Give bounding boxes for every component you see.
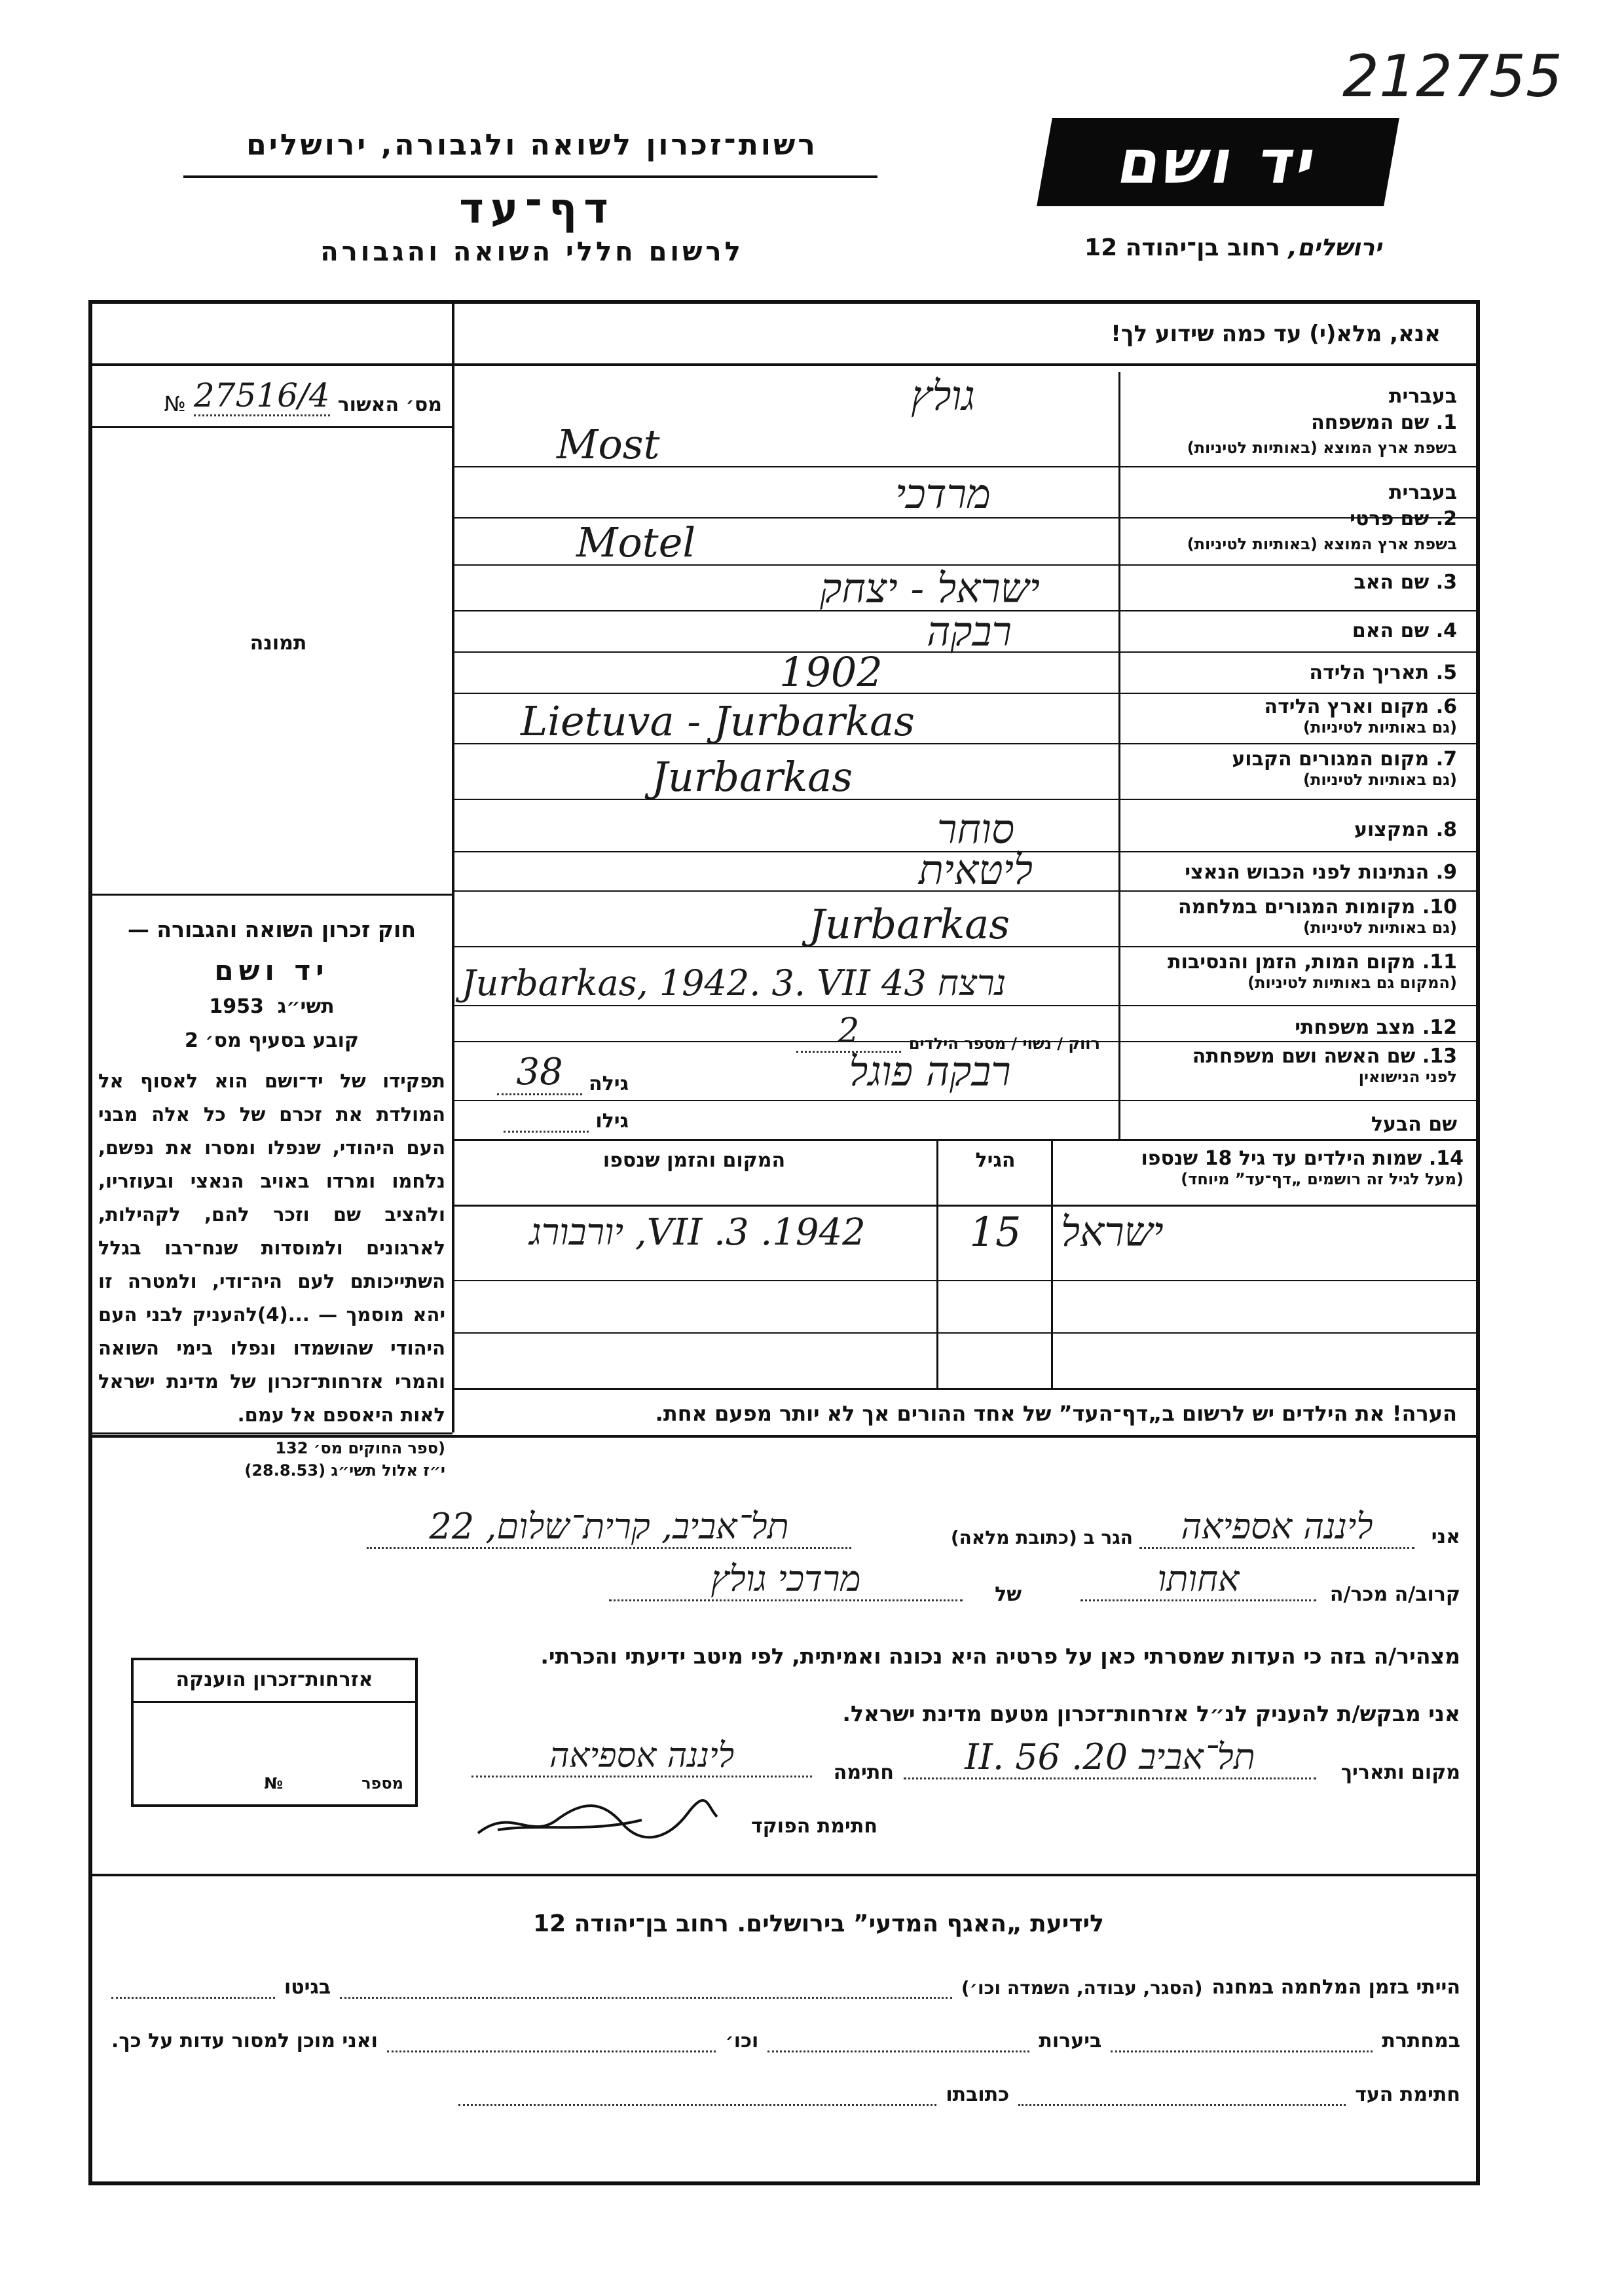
field-father-label: 3. שם האב bbox=[1354, 571, 1457, 594]
law-year bbox=[98, 995, 445, 1018]
underground-blank bbox=[1111, 2044, 1373, 2052]
field-nationality-label: 9. הנתינות לפני הכבוש הנאצי bbox=[1185, 861, 1457, 884]
children-age-divider bbox=[936, 1140, 938, 1389]
child-age-value: 15 bbox=[969, 1208, 1022, 1256]
residence-value: Jurbarkas bbox=[652, 753, 853, 801]
law-name: יד ושם bbox=[214, 955, 329, 987]
wife-age-row bbox=[458, 1051, 629, 1095]
ghetto-label: בגיטו bbox=[284, 1976, 331, 1999]
witness-signature-label: חתימת העד bbox=[1355, 2083, 1460, 2106]
witness-address-blank bbox=[458, 2098, 936, 2106]
address bbox=[1041, 234, 1382, 261]
citizenship-box-number-row bbox=[264, 1774, 403, 1793]
children-number: 14. bbox=[1428, 1147, 1464, 1170]
field-occupation-label: 8. המקצוע bbox=[1354, 818, 1457, 841]
field-sublabel: בשפת ארץ המוצא (באותיות לטיניות) bbox=[1187, 535, 1457, 553]
field-number: 2. bbox=[1435, 507, 1457, 530]
testimony-offer: ואני מוכן למסור עדות על כך. bbox=[111, 2030, 378, 2052]
declaration-i-label: אני bbox=[1431, 1525, 1460, 1548]
given-name-latin-value: Motel bbox=[576, 519, 696, 566]
children-row-rule-1 bbox=[454, 1280, 1476, 1281]
underground-label: במחתרת bbox=[1382, 2030, 1460, 2052]
children-header-rule bbox=[454, 1205, 1476, 1207]
forests-label: ביערות bbox=[1039, 2030, 1102, 2052]
husband-label: שם הבעל bbox=[1371, 1113, 1457, 1136]
ghetto-blank bbox=[111, 1990, 275, 1999]
citizenship-box-title: אזרחות־זכרון הוענקה bbox=[175, 1668, 373, 1691]
camp-blank bbox=[340, 1990, 952, 1999]
info-title: לידיעת „האגף המדעי” בירושלים. רחוב בן־יהודה 12 bbox=[533, 1910, 1104, 1937]
wartime-residence-value: Jurbarkas bbox=[809, 900, 1010, 948]
certificate-prefix: № bbox=[164, 392, 186, 416]
authority-underline bbox=[183, 175, 877, 178]
intro-rule bbox=[92, 363, 1476, 366]
label-column-divider bbox=[1118, 372, 1120, 1139]
field-birthdate-label: 5. תאריך הלידה bbox=[1309, 661, 1457, 684]
certificate-row bbox=[115, 376, 442, 416]
photo-rule bbox=[92, 894, 452, 896]
father-name-value: ישראל - יצחק bbox=[820, 564, 1040, 612]
citizenship-no-label: № bbox=[264, 1774, 284, 1793]
children-row-rule-2 bbox=[454, 1332, 1476, 1334]
marital-label: רווק / נשוי / מספר הילדים bbox=[908, 1034, 1100, 1053]
place-date-label: מקום ותאריך bbox=[1340, 1761, 1460, 1784]
law-rule bbox=[92, 1432, 452, 1434]
surname-latin-value: Most bbox=[557, 420, 660, 468]
signature-label: חתימה bbox=[833, 1761, 894, 1784]
field-sublabel: בשפת ארץ המוצא (באותיות לטיניות) bbox=[1187, 439, 1457, 457]
occupation-value: סוחר bbox=[936, 805, 1015, 853]
law-body: תפקידו של יד־ושם הוא לאסוף אל המולדת את זכרם של כל אלה מבני העם היהודי, שנפלו ומסרו את נפשם, נלחמו ומרדו באויב הנאצי ובעוזריו, ולהציב שם וזכר להם, לקהילות, לארגונים ולמוסדות שנח־רבו בגלל השתייכותם לעם היה־ודי, ולמטרה זו יהא מוסמך — ...(4)להעניק לבני העם היהודי שהושמדו ונפלו בימי השואה והמרי אזרחות־זכרון של מדינת ישראל לאות היאספם אל עמם. bbox=[98, 1070, 445, 1426]
yad-vashem-logo: יד ושם bbox=[1037, 118, 1399, 206]
wife-age-label: גילה bbox=[589, 1072, 629, 1095]
children-place-header: המקום והזמן שנספו bbox=[602, 1149, 786, 1172]
archive-number: 212755 bbox=[1342, 43, 1562, 110]
birthdate-value: 1902 bbox=[779, 648, 883, 696]
etc-label: וכו׳ bbox=[725, 2030, 759, 2052]
wife-name-value: רבקה פוגל bbox=[849, 1048, 1011, 1095]
footer-line-2 bbox=[111, 2030, 1460, 2052]
nationality-value: ליטאית bbox=[919, 846, 1033, 894]
field-birthplace-label: 6. מקום וארץ הלידה (גם באותיות לטיניות) bbox=[1264, 695, 1457, 737]
husband-age-label: גילו bbox=[595, 1110, 629, 1133]
note-rule bbox=[92, 1435, 1476, 1438]
marital-row bbox=[668, 1011, 1100, 1053]
law-year-heb: תשי״ג bbox=[277, 995, 335, 1018]
law-year-num: 1953 bbox=[209, 995, 264, 1018]
camp-label: הייתי בזמן המלחמה במחנה bbox=[1211, 1976, 1460, 1999]
birthplace-value: Lietuva - Jurbarkas bbox=[521, 697, 915, 745]
footer-line-1 bbox=[111, 1976, 1460, 1999]
address-street: רחוב בן־יהודה 12 bbox=[1084, 234, 1280, 261]
camp-types: (הסגר, עבודה, השמדה וכו׳) bbox=[961, 1977, 1203, 1999]
witness-address: תל־אביב, קרית־שלום, 22 bbox=[367, 1506, 851, 1549]
surname-hebrew-value: גולץ bbox=[911, 372, 975, 420]
citizenship-box-rule bbox=[134, 1701, 415, 1703]
children-count: 2 bbox=[796, 1011, 901, 1053]
citizenship-box bbox=[131, 1658, 418, 1807]
form-subtitle: לרשום חללי השואה והגבורה bbox=[320, 237, 744, 267]
form-title: דף־עד bbox=[459, 185, 615, 233]
field-heb-tag: בעברית bbox=[1389, 481, 1457, 504]
children-header bbox=[1058, 1147, 1464, 1188]
of-label: של bbox=[995, 1583, 1022, 1606]
signature-value: ליננה אספיאה bbox=[471, 1736, 812, 1777]
officer-signature bbox=[471, 1794, 720, 1846]
certificate-number: 27516/4 bbox=[194, 376, 330, 416]
witness-address-label: כתובתו bbox=[946, 2083, 1010, 2106]
children-note: (מעל לגיל זה רושמים „דף־עד” מיוחד) bbox=[1181, 1170, 1464, 1188]
given-name-hebrew-value: מרדכי bbox=[895, 470, 991, 518]
declaration-rule bbox=[92, 1874, 1476, 1876]
photo-label: תמונה bbox=[249, 632, 307, 655]
field-label: שם פרטי bbox=[1350, 507, 1430, 530]
certificate-rule bbox=[92, 426, 452, 428]
law-clause: קובע בסעיף מס׳ 2 bbox=[184, 1029, 360, 1052]
field-wartime-residence-label: 10. מקומות המגורים במלחמה (גם באותיות לטיניות) bbox=[1178, 896, 1457, 937]
children-note-row: הערה! את הילדים יש לרשום ב„דף־העד” של אחד ההורים אך לא יותר מפעם אחת. bbox=[655, 1401, 1457, 1426]
address-city: ירושלים, bbox=[1288, 234, 1382, 261]
left-column-divider bbox=[452, 300, 454, 1432]
intro-text: אנא, מלא(י) עד כמה שידוע לך! bbox=[1111, 321, 1441, 347]
child-place-value: 1942. 3. VII, יורבורג bbox=[529, 1211, 866, 1254]
field-number: 1. bbox=[1435, 411, 1457, 434]
footer-line-3 bbox=[458, 2083, 1460, 2106]
death-place-date-value: Jurbarkas, 1942. 3. VII נרצח 43 bbox=[462, 962, 1006, 1004]
law-source-date: י״ז אלול תשי״ג (28.8.53) bbox=[244, 1461, 445, 1480]
officer-signature-label: חתימת הפוקד bbox=[751, 1815, 877, 1838]
resides-label: הגר ב (כתובת מלאה) bbox=[950, 1527, 1133, 1548]
witness-signature-blank bbox=[1018, 2098, 1346, 2106]
row-rule-11 bbox=[454, 1005, 1476, 1006]
row-rule-14 bbox=[454, 1139, 1476, 1141]
citizenship-number-label: מספר bbox=[361, 1774, 403, 1793]
relation-value: אחותו bbox=[1080, 1558, 1316, 1601]
forests-blank bbox=[767, 2044, 1029, 2052]
certificate-label: מס׳ האשור bbox=[337, 393, 442, 416]
authority-name: רשות־זכרון לשואה ולגבורה, ירושלים bbox=[246, 128, 818, 162]
children-title: שמות הילדים עד גיל 18 שנספו bbox=[1141, 1147, 1422, 1170]
field-death-label: 11. מקום המות, הזמן והנסיבות (המקום גם באותיות לטיניות) bbox=[1168, 951, 1457, 992]
field-heb-tag: בעברית bbox=[1389, 385, 1457, 408]
law-title: חוק זכרון השואה והגבורה — bbox=[127, 917, 416, 942]
field-residence-label: 7. מקום המגורים הקבוע (גם באותיות לטיניות) bbox=[1232, 748, 1457, 789]
witness-name: ליננה אספיאה bbox=[1139, 1506, 1414, 1549]
children-row-rule-3 bbox=[454, 1388, 1476, 1390]
children-age-header: הגיל bbox=[975, 1149, 1016, 1172]
husband-age-row bbox=[458, 1110, 629, 1133]
row-rule-13 bbox=[454, 1100, 1476, 1101]
declaration-statement: מצהיר/ה בזה כי העדות שמסרתי כאן על פרטיה היא נכונה ואמיתית, לפי מיטב ידיעתי והכרתי. bbox=[540, 1643, 1460, 1669]
field-label: שם המשפחה bbox=[1311, 411, 1430, 434]
place-date-value: תל־אביב 20. II. 56 bbox=[904, 1736, 1316, 1779]
relative-label: קרוב/ה מכר/ה bbox=[1329, 1583, 1460, 1606]
children-name-divider bbox=[1051, 1140, 1053, 1389]
field-wife-label: 13. שם האשה ושם משפחתה לפני הנישואין bbox=[1192, 1045, 1457, 1086]
field-marital-label: 12. מצב משפחתי bbox=[1295, 1016, 1457, 1039]
field-mother-label: 4. שם האם bbox=[1352, 619, 1457, 642]
declaration-request: אני מבקש/ת להעניק לנ״ל אזרחות־זכרון מטעם מדינת ישראל. bbox=[842, 1701, 1460, 1726]
wife-age-value: 38 bbox=[497, 1051, 582, 1095]
child-name-value: ישראל bbox=[1061, 1208, 1164, 1256]
law-source: (ספר החוקים מס׳ 132 bbox=[275, 1439, 445, 1457]
etc-blank bbox=[387, 2044, 716, 2052]
of-value: מרדכי גולץ bbox=[609, 1558, 963, 1601]
mother-name-value: רבקה bbox=[927, 608, 1012, 655]
husband-age-blank bbox=[504, 1111, 589, 1133]
